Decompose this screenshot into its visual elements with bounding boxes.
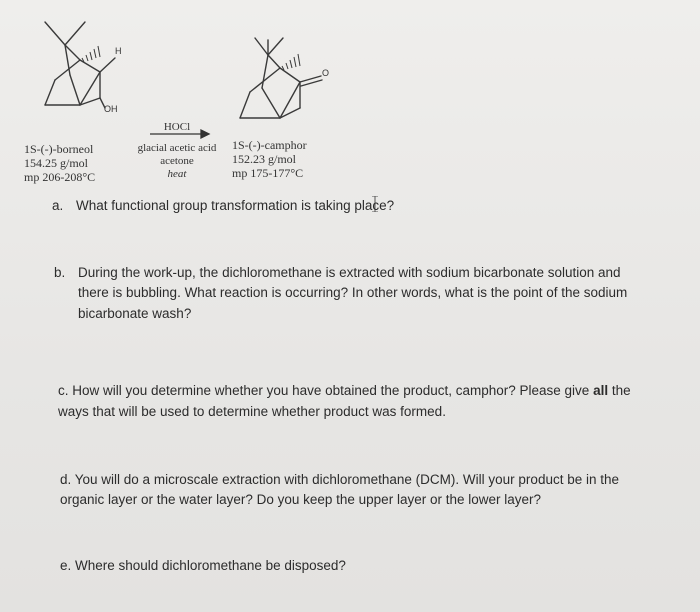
oh-group-label: OH [104,104,118,114]
camphor-structure [240,38,322,118]
reagent-solvent: acetone [160,155,194,167]
product-name: 1S-(-)-camphor [232,138,307,152]
question-c-line1-pre: c. How will you determine whether you have obtained the product, camphor? Please give [58,383,590,398]
reagent-acid: glacial acetic acid [137,142,217,154]
question-c-line1-post: the [611,383,631,398]
question-c-emphasis: all [593,383,609,398]
question-b-line3: bicarbonate wash? [78,306,192,321]
question-e: e. Where should dichloromethane be disposed? [60,558,346,573]
question-a-marker: a. [52,198,64,213]
question-b-line2: there is bubbling. What reaction is occurring? In other words, what is the point of the sodium [78,285,628,300]
question-b-marker: b. [54,265,66,280]
question-d-line2: organic layer or the water layer? Do you keep the upper layer or the lower layer? [60,492,542,507]
reagent-condition: heat [167,168,187,180]
reactant-info [24,142,95,184]
question-a [52,196,394,216]
question-d-line1: d. You will do a microscale extraction with dichloromethane (DCM). Will your product be in the [60,472,619,487]
product-mp: mp 175-177°C [232,166,304,180]
h-atom-label: H [115,46,122,56]
product-info [232,138,307,180]
camphor-hash-bond [282,54,300,70]
reactant-name: 1S-(-)-borneol [24,142,94,156]
reactant-mp: mp 206-208°C [24,170,96,184]
question-c [58,381,631,401]
question-b-line1: During the work-up, the dichloromethane is extracted with sodium bicarbonate solution and [78,265,621,280]
question-a-text: What functional group transformation is taking place? [76,198,395,213]
reactant-mw: 154.25 g/mol [24,156,89,170]
borneol-structure [45,22,115,108]
carbonyl-oxygen-label: O [322,68,330,78]
borneol-hash-bond [82,46,100,62]
reagent-conditions [122,142,232,181]
question-b [54,263,621,283]
reagent-oxidant: HOCl [163,121,191,133]
product-mw: 152.23 g/mol [232,152,297,166]
question-c-line2: ways that will be used to determine whether product was formed. [58,404,446,419]
